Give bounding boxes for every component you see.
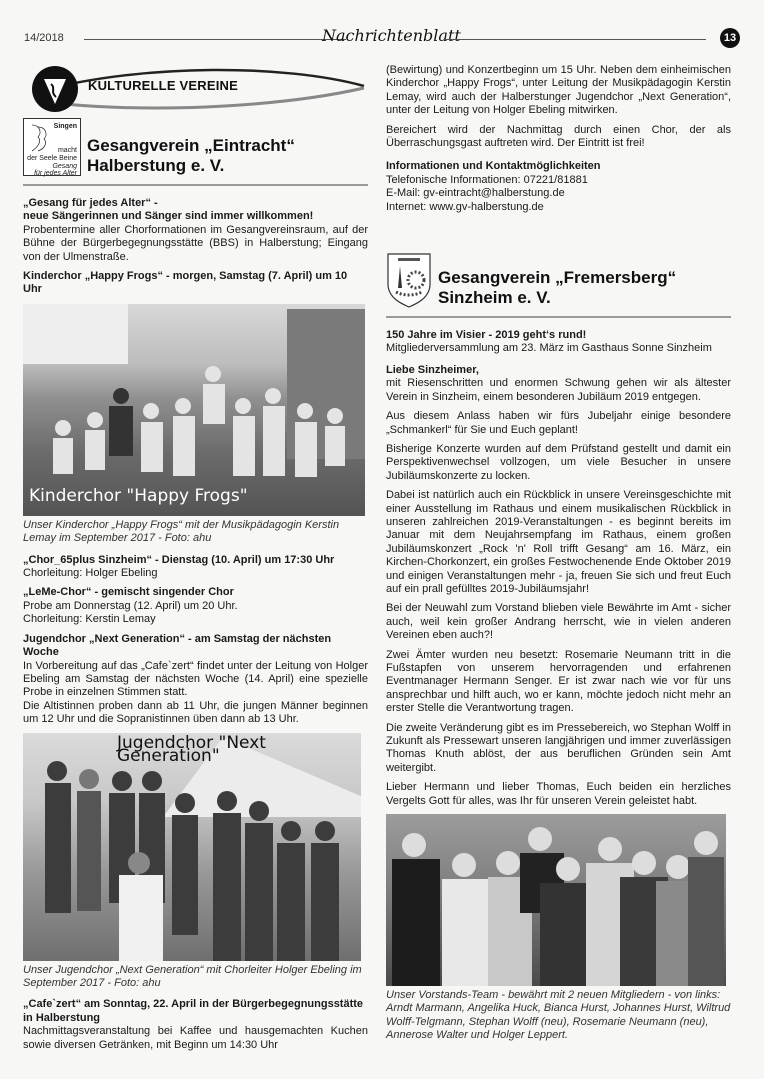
club-header-eintracht [23, 118, 368, 186]
cafezert-heading: „Cafe`zert“ am Sonntag, 22. April in der Bürgerbegegnungsstätte in Halberstung [23, 998, 364, 1024]
column-left [23, 118, 368, 1058]
column-right [386, 64, 731, 1051]
leme-text-1: Probe am Donnerstag (12. April) um 20 Uhr. [23, 599, 238, 612]
jugendchor-text-1: In Vorbereitung auf das „Cafe`zert“ findet unter der Leitung von Holger Ebeling am Samstag der nächsten Woche (14. April) eine spezielle Probe in einzelnen Stimmen statt. [23, 659, 368, 699]
paragraph-7: Die zweite Veränderung gibt es im Pressebereich, wo Stephan Wolff in Zukunft als Pressewart unseren langjährigen und immer zuverlässigen Thomas Knuth ablöst, der aus beruflichen Gründen sein Amt weitergibt. [386, 721, 731, 774]
section-banner [24, 62, 369, 112]
club-title-fremersberg: Gesangverein „Fremersberg“ Sinzheim e. V. [438, 268, 677, 308]
jubilee-subtext: Mitgliederversammlung am 23. März im Gasthaus Sonne Sinzheim [386, 342, 712, 355]
board-team-photo-caption: Unser Vorstands-Team - bewährt mit 2 neuen Mitgliedern - von links: Arndt Marmann, Angelika Huck, Bianca Hurst, Johannes Hurst, Wiltrud Wolff-Telgmann, Stephan Wolff (neu), Rosemarie Neumann (neu), Annerose Walter und Holger Leppert. [386, 989, 731, 1042]
group-people [27, 751, 357, 961]
contact-phone: Telefonische Informationen: 07221/81881 [386, 173, 588, 186]
board-team-photo [386, 814, 726, 986]
contact-heading: Informationen und Kontaktmöglichkeiten [386, 160, 601, 173]
intro-text: Probentermine aller Chorformationen im Gesangvereinsraum, auf der Bühne der Bürgerbegegnungsstätte (BBS) in Halberstung; Eingang von der Ulmenstraße. [23, 223, 368, 263]
contact-website[interactable]: Internet: www.gv-halberstung.de [386, 200, 544, 213]
jugendchor-photo [23, 733, 361, 961]
section-label: KULTURELLE VEREINE [88, 78, 238, 93]
paragraph-2: Aus diesem Anlass haben wir fürs Jubeljahr einige besondere „Schmankerl“ für Sie und Euch geplant! [386, 410, 731, 436]
page-header [24, 28, 740, 52]
singing-faces-icon [26, 123, 52, 153]
greeting: Liebe Sinzheimer, [386, 363, 479, 376]
intro-heading-2: neue Sängerinnen und Sänger sind immer willkommen! [23, 210, 314, 223]
kinderchor-photo-caption: Unser Kinderchor „Happy Frogs“ mit der Musikpädagogin Kerstin Lemay im September 2017 - Foto: ahu [23, 518, 340, 545]
cafezert-continued-2: Bereichert wird der Nachmittag durch einen Chor, der als Überraschungsgast auftreten wird. Der Eintritt ist frei! [386, 123, 731, 150]
paragraph-1: mit Riesenschritten und enormen Schwung gehen wir als ältester Verein in Sinzheim, einem besonderen Jubiläum 2019 entgegen. [386, 377, 731, 403]
header-rule-left [84, 39, 346, 40]
club-title-eintracht: Gesangverein „Eintracht“ Halberstung e. V. [87, 136, 295, 175]
chor65-text: Chorleitung: Holger Ebeling [23, 567, 158, 580]
jugendchor-heading: Jugendchor „Next Generation“ - am Samstag der nächsten Woche [23, 632, 332, 659]
group-people [388, 821, 724, 986]
issue-number: 14/2018 [24, 32, 64, 44]
chor65-heading: „Chor_65plus Sinzheim“ - Dienstag (10. April) um 17:30 Uhr [23, 553, 335, 566]
page-number-badge: 13 [720, 28, 740, 48]
paragraph-5: Bei der Neuwahl zum Vorstand blieben viele Bewährte im Amt - sicher auch, weil kein großer Andrang herrscht, wie in vielen anderen Vereinen eben auch?! [386, 602, 731, 642]
jugendchor-photo-caption: Unser Jugendchor „Next Generation“ mit Chorleiter Holger Ebeling im September 2017 - Foto: ahu [23, 963, 362, 989]
header-rule-right [444, 39, 706, 40]
sinzheim-crest-icon [386, 252, 432, 308]
paragraph-8: Lieber Hermann und lieber Thomas, Euch beiden ein herzliches Vergelts Gott für alles, was Ihr für unseren Verein geleistet habt. [386, 781, 731, 807]
kinderchor-heading: Kinderchor „Happy Frogs“ - morgen, Samstag (7. April) um 10 Uhr [23, 270, 348, 296]
kinderchor-photo [23, 304, 365, 516]
cafezert-continued-1: (Bewirtung) und Konzertbeginn um 15 Uhr. Neben dem einheimischen Kinderchor „Happy Frogs“, unter Leitung der Musikpädagogin Kerstin Lemay, wird auch der Halberstunger Jugendchor „Next Generation“, unter der Leitung von Holger Ebeling mitwirken. [386, 64, 731, 117]
kinderchor-photo-overlay: Kinderchor "Happy Frogs" [29, 486, 248, 507]
club-header-fremersberg [386, 252, 731, 318]
jugendchor-text-2: Die Altistinnen proben dann ab 11 Uhr, die jungen Männer beginnen um 12 Uhr und die Sopranistinnen üben dann ab 13 Uhr. [23, 699, 368, 726]
eintracht-logo: Singen macht der Seele Beine Gesang für jedes Alter [23, 118, 81, 176]
paragraph-4: Dabei ist natürlich auch ein Rückblick in unsere Vereinsgeschichte mit einer Ausstellung im Rathaus und einem musikalischen Rückblick in unseren zahlreichen 2019-Veranstaltungen - es beginnt bereits im Januar mit dem Neujahrsempfang im Rathaus, einem großen Jubiläumskonzert „Rock 'n' Roll trifft Gesang“ am 16. März, ein Kirchen-Chorkonzert, ein großes Festwochenende Ende Oktober 2019 und einigen Veranstaltungen mehr - ja, freuen Sie sich und freut Euch auf ein prall gefülltes 2019-Jubiläumsjahr! [386, 489, 731, 595]
cafezert-text: Nachmittagsveranstaltung bei Kaffee und hausgemachten Kuchen sowie diversen Getränken, mit Beginn um 14:30 Uhr [23, 1025, 368, 1051]
leme-heading: „LeMe-Chor“ - gemischt singender Chor [23, 586, 234, 599]
lyre-emblem-icon [32, 66, 78, 112]
leme-text-2: Chorleitung: Kerstin Lemay [23, 613, 156, 626]
jugendchor-photo-overlay: Jugendchor "Next Generation" [117, 732, 266, 766]
intro-heading-1: „Gesang für jedes Alter“ - [23, 197, 158, 209]
paragraph-3: Bisherige Konzerte wurden auf dem Prüfstand gestellt und damit ein Perspektivenwechsel vollzogen, um viele Besucher in unsere Jubiläumskonzerte zu locken. [386, 442, 731, 482]
contact-email[interactable]: E-Mail: gv-eintracht@halberstung.de [386, 187, 565, 200]
jubilee-heading: 150 Jahre im Visier - 2019 geht‘s rund! [386, 329, 587, 342]
publication-title: Nachrichtenblatt [322, 26, 461, 45]
paragraph-6: Zwei Ämter wurden neu besetzt: Rosemarie Neumann tritt in die Fußstapfen von unserem hervorragenden und erfahrenen Eventmanager Hermann Senger. Er ist zwar nach wie vor für uns ansprechbar und hilft auch, wo er kann, möchte jedoch nicht mehr an erster Stelle die Verantwortung tragen. [386, 648, 731, 715]
